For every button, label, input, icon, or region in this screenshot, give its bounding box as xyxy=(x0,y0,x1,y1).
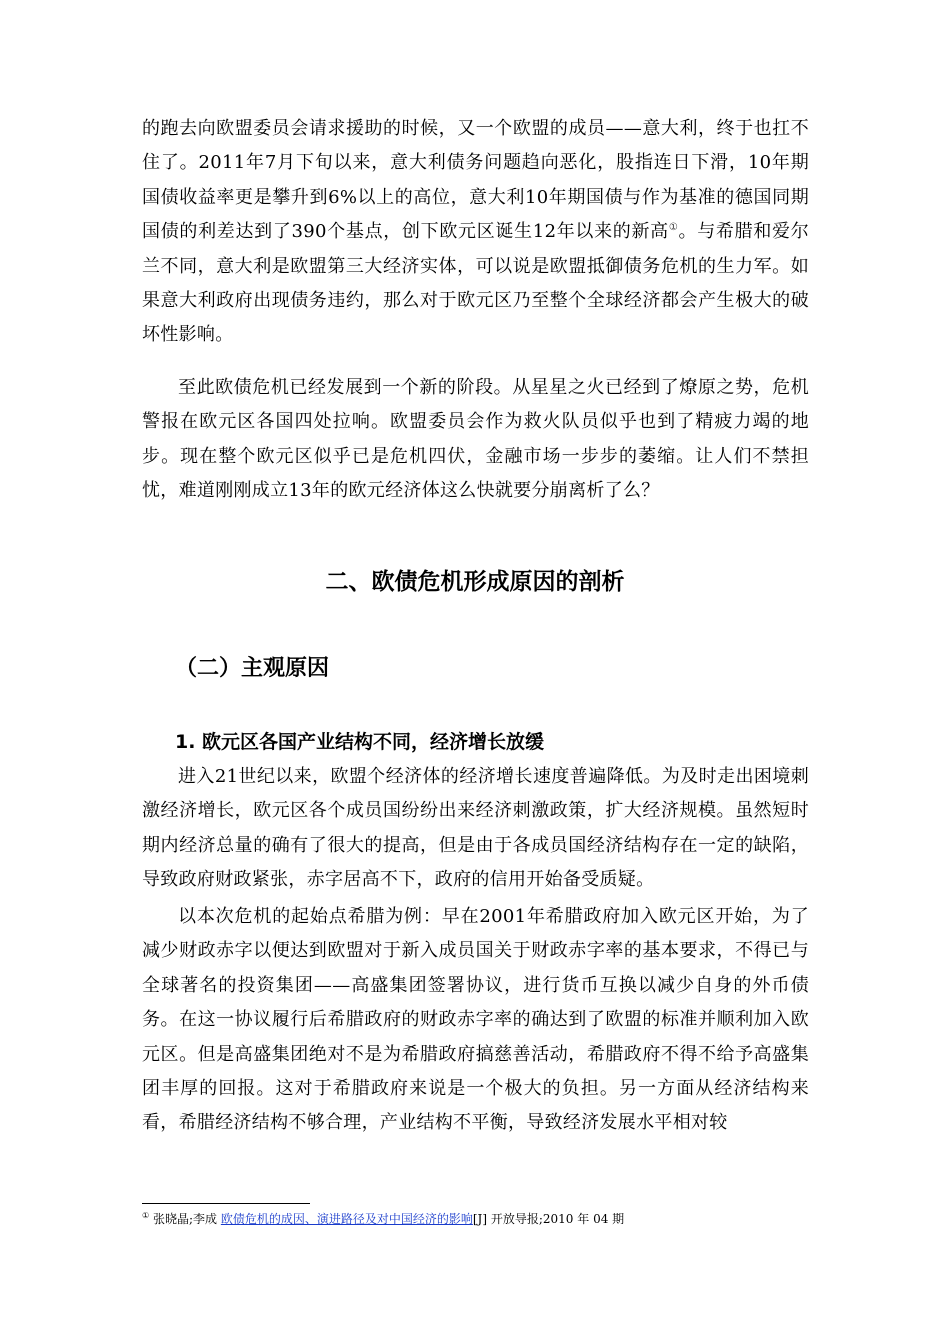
paragraph-italy-debt-text-a: 的跑去向欧盟委员会请求援助的时候，又一个欧盟的成员——意大利，终于也扛不住了。2011年7月下旬以来，意大利债务问题趋向恶化，股指连日下滑，10年期国债收益率更是攀升到6%以上的高位，意大利10年期国债与作为基准的德国同期国债的利差达到了390个基点，创下欧元区诞生12年以来的新高 xyxy=(142,118,809,243)
paragraph-italy-debt-text-b: 。与希腊和爱尔兰不同，意大利是欧盟第三大经济实体，可以说是欧盟抵御债务危机的生力军。如果意大利政府出现债务违约，那么对于欧元区乃至整个全球经济都会产生极大的破坏性影响。 xyxy=(142,221,810,346)
footnote-mark: ① xyxy=(142,1211,150,1220)
paragraph-growth-slowdown: 进入21世纪以来，欧盟个经济体的经济增长速度普遍降低。为及时走出困境刺激经济增长，欧元区各个成员国纷纷出来经济刺激政策，扩大经济规模。虽然短时期内经济总量的确有了很大的提高，但是由于各成员国经济结构存在一定的缺陷，导致政府财政紧张，赤字居高不下，政府的信用开始备受质疑。 xyxy=(142,766,809,891)
footnote xyxy=(142,1211,624,1227)
paragraph-crisis-stage: 至此欧债危机已经发展到一个新的阶段。从星星之火已经到了燎原之势，危机警报在欧元区各国四处拉响。欧盟委员会作为救火队员似乎也到了精疲力竭的地步。现在整个欧元区似乎已是危机四伏，金融市场一步步的萎缩。让人们不禁担忧，难道刚刚成立13年的欧元经济体这么快就要分崩离析了么？ xyxy=(142,377,809,502)
footnote-article-link[interactable]: 欧债危机的成因、演进路径及对中国经济的影响 xyxy=(220,1212,473,1226)
footnote-authors: 张晓晶;李成 xyxy=(149,1212,221,1226)
footnote-reference-mark[interactable]: ① xyxy=(668,222,679,234)
subsection-title: （二）主观原因 xyxy=(175,656,330,681)
section-title: 二、欧债危机形成原因的剖析 xyxy=(325,569,625,595)
footnote-source: [J] 开放导报;2010 年 04 期 xyxy=(472,1212,625,1226)
paragraph-italy-debt xyxy=(142,112,809,353)
item-title: 1. 欧元区各国产业结构不同，经济增长放缓 xyxy=(175,731,545,753)
paragraph-greece-example: 以本次危机的起始点希腊为例：早在2001年希腊政府加入欧元区开始，为了减少财政赤字以便达到欧盟对于新入成员国关于财政赤字率的基本要求，不得已与全球著名的投资集团——高盛集团签署协议，进行货币互换以减少自身的外币债务。在这一协议履行后希腊政府的财政赤字率的确达到了欧盟的标准并顺利加入欧元区。但是高盛集团绝对不是为希腊政府搞慈善活动，希腊政府不得不给予高盛集团丰厚的回报。这对于希腊政府来说是一个极大的负担。另一方面从经济结构来看，希腊经济结构不够合理，产业结构不平衡，导致经济发展水平相对较 xyxy=(142,906,809,1134)
footnote-separator xyxy=(142,1203,310,1204)
